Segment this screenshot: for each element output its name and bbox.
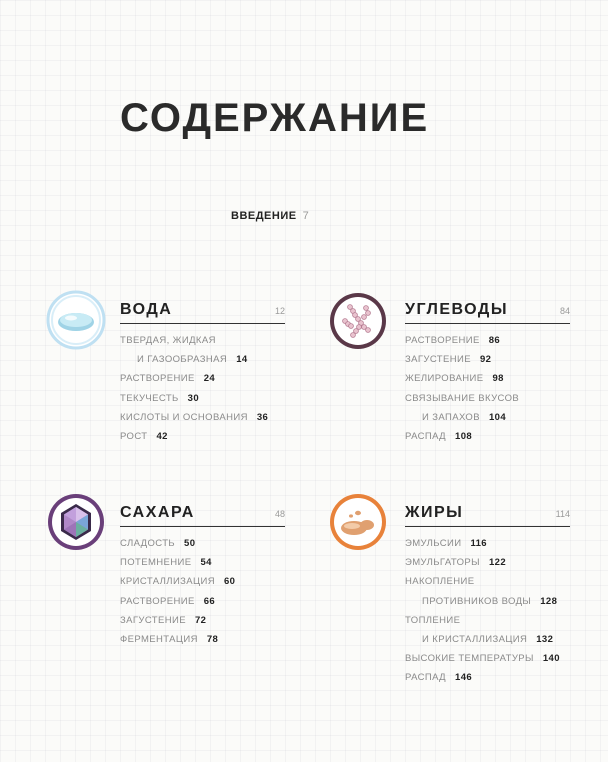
toc-item[interactable]: ЭМУЛЬГАТОРЫ 122: [405, 557, 507, 569]
toc-item[interactable]: РАСТВОРЕНИЕ 66: [120, 595, 216, 607]
toc-item[interactable]: РАСТВОРЕНИЕ 24: [120, 373, 216, 385]
section-page-number: 114: [555, 509, 570, 519]
toc-item[interactable]: НАКОПЛЕНИЕ: [405, 576, 475, 588]
section-items: [405, 331, 608, 446]
toc-item[interactable]: РАСПАД 146: [405, 672, 473, 684]
toc-item[interactable]: ЖЕЛИРОВАНИЕ 98: [405, 373, 504, 385]
section-page-number: 84: [559, 306, 570, 316]
intro-entry[interactable]: [231, 210, 309, 222]
page-title: СОДЕРЖАНИЕ: [120, 96, 430, 140]
toc-item[interactable]: ВЫСОКИЕ ТЕМПЕРАТУРЫ 140: [405, 653, 560, 665]
water-drop-icon: [46, 290, 106, 350]
toc-item[interactable]: ФЕРМЕНТАЦИЯ 78: [120, 633, 219, 645]
toc-item[interactable]: И ЗАПАХОВ 104: [422, 411, 507, 423]
intro-label: ВВЕДЕНИЕ: [231, 210, 297, 222]
section-title: САХАРА: [120, 504, 195, 521]
toc-item[interactable]: РАСПАД 108: [405, 430, 473, 442]
toc-item[interactable]: И КРИСТАЛЛИЗАЦИЯ 132: [422, 633, 554, 645]
section-title: УГЛЕВОДЫ: [405, 301, 508, 318]
intro-page-number: 7: [302, 210, 310, 222]
section-title: ЖИРЫ: [405, 504, 464, 521]
toc-item[interactable]: СЛАДОСТЬ 50: [120, 538, 196, 549]
section-header[interactable]: [405, 301, 570, 324]
toc-item[interactable]: ЗАГУСТЕНИЕ 92: [405, 354, 492, 366]
section-page-number: 12: [274, 306, 285, 316]
molecule-chain-icon: [328, 291, 388, 351]
section-title: ВОДА: [120, 301, 173, 318]
toc-item[interactable]: ПОТЕМНЕНИЕ 54: [120, 557, 212, 569]
crystal-icon: [46, 492, 106, 552]
toc-item[interactable]: РОСТ 42: [120, 430, 168, 442]
toc-item[interactable]: СВЯЗЫВАНИЕ ВКУСОВ: [405, 392, 520, 404]
toc-item[interactable]: КРИСТАЛЛИЗАЦИЯ 60: [120, 576, 236, 588]
section-header[interactable]: [120, 301, 285, 324]
section-page-number: 48: [274, 509, 285, 519]
toc-item[interactable]: ТЕКУЧЕСТЬ 30: [120, 392, 200, 404]
section-items: [405, 534, 608, 688]
toc-item[interactable]: И ГАЗООБРАЗНАЯ 14: [137, 354, 248, 366]
toc-item[interactable]: ТОПЛЕНИЕ: [405, 614, 461, 626]
section-header[interactable]: [120, 504, 285, 527]
toc-item[interactable]: РАСТВОРЕНИЕ 86: [405, 335, 501, 346]
toc-item[interactable]: ЭМУЛЬСИИ 116: [405, 538, 487, 549]
toc-item[interactable]: ПРОТИВНИКОВ ВОДЫ 128: [422, 595, 558, 607]
toc-item[interactable]: ЗАГУСТЕНИЕ 72: [120, 614, 207, 626]
section-header[interactable]: [405, 504, 570, 527]
toc-item[interactable]: КИСЛОТЫ И ОСНОВАНИЯ 36: [120, 411, 269, 423]
toc-item[interactable]: ТВЕРДАЯ, ЖИДКАЯ: [120, 335, 216, 346]
fat-drops-icon: [328, 492, 388, 552]
